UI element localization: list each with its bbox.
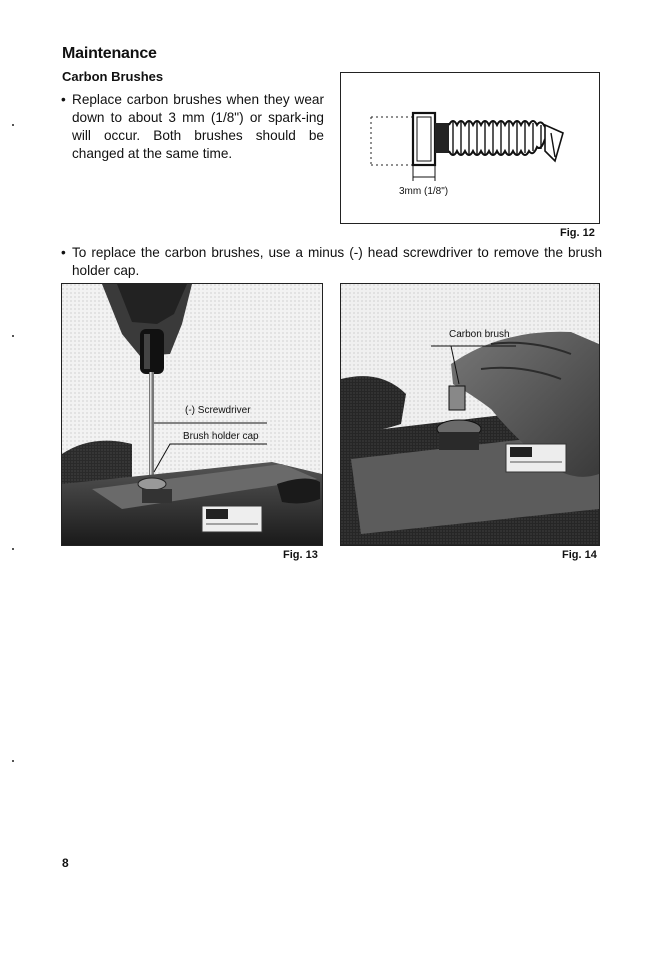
margin-mark (12, 548, 14, 550)
subsection-title: Carbon Brushes (62, 69, 164, 84)
figure-14-photo (340, 283, 600, 546)
bullet-marker: • (61, 245, 66, 260)
figure-13-photo (61, 283, 323, 546)
margin-mark (12, 124, 14, 126)
brush-illustration (341, 73, 599, 223)
brush-holder-cap-callout: Brush holder cap (183, 431, 259, 442)
figure-14-label: Fig. 14 (562, 549, 597, 561)
bullet-paragraph-1 (62, 91, 324, 163)
page-number: 8 (62, 856, 69, 870)
screwdriver-callout: (-) Screwdriver (185, 405, 251, 416)
dimension-label: 3mm (1/8") (399, 186, 449, 197)
bullet-marker: • (61, 92, 66, 107)
margin-mark (12, 335, 14, 337)
figure-12-label: Fig. 12 (560, 227, 595, 239)
bullet-paragraph-2 (62, 244, 602, 280)
bullet-text: Replace carbon brushes when they wear down to about 3 mm (1/8") or spark-ing will occur. Both brushes should be changed at the same time. (72, 92, 324, 161)
carbon-brush-callout: Carbon brush (449, 329, 510, 340)
carbon-brush-photo (341, 284, 599, 545)
figure-13-label: Fig. 13 (283, 549, 318, 561)
margin-mark (12, 760, 14, 762)
section-title: Maintenance (62, 45, 157, 62)
figure-12-brush-diagram (340, 72, 600, 224)
bullet-text: To replace the carbon brushes, use a minus (-) head screwdriver to remove the brush holder cap. (72, 245, 602, 278)
